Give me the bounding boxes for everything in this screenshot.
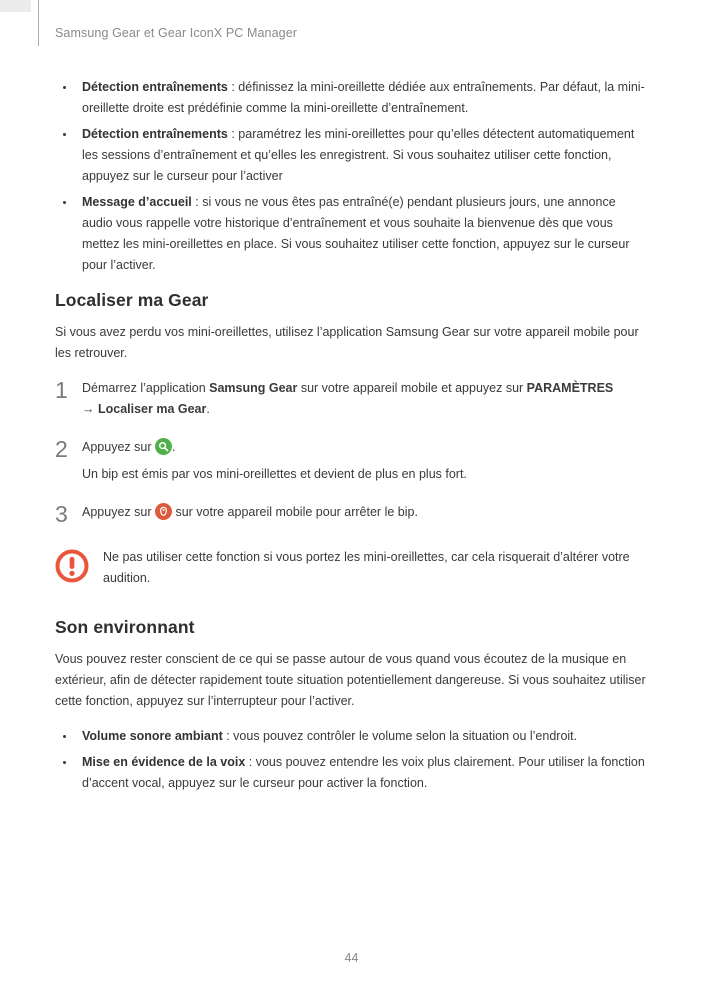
step-number: 1 xyxy=(55,377,68,403)
section-heading-locate-gear: Localiser ma Gear xyxy=(55,290,209,310)
bullet-rest: : vous pouvez contrôler le volume selon la situation ou l’endroit. xyxy=(222,729,578,743)
step3-end: sur votre appareil mobile pour arrêter le bip. xyxy=(171,505,418,519)
page-content xyxy=(55,77,649,799)
step-3 xyxy=(55,502,649,526)
bullet-text xyxy=(82,752,649,794)
warning-note xyxy=(55,547,649,590)
step-number: 3 xyxy=(55,501,68,527)
bullet-rest: : paramétrez les mini-oreillettes pour qu’elles détectent automatiquement les sessions d’entraînement et qu’elles les enregistrent. Si vous souhaitez utiliser cette fonction, appuyez sur le curseur pour l’activer xyxy=(82,127,635,183)
bullet-text xyxy=(82,124,649,187)
header-rule xyxy=(38,0,39,46)
bullet-dot-icon xyxy=(55,726,82,747)
step2-end: . xyxy=(171,440,176,454)
bullet-dot-icon xyxy=(55,192,82,276)
bullet-term: Message d’accueil xyxy=(82,195,192,209)
step3-pre: Appuyez sur xyxy=(82,505,155,519)
bullet-rest: : définissez la mini-oreillette dédiée aux entraînements. Par défaut, la mini-oreillette droite est prédéfinie comme la mini-oreillette d’entraînement. xyxy=(82,80,645,115)
bullet-text xyxy=(82,192,649,276)
section-heading-ambient-sound: Son environnant xyxy=(55,617,195,637)
bullet-term: Mise en évidence de la voix xyxy=(82,755,246,769)
earbud-stop-icon xyxy=(155,503,172,520)
arrow-glyph: → xyxy=(82,402,98,416)
step1-menu: PARAMÈTRES xyxy=(526,381,614,395)
list-item xyxy=(55,192,649,276)
step-text xyxy=(82,502,649,526)
bullet-term: Détection entraînements xyxy=(82,127,228,141)
corner-artifact xyxy=(0,0,31,12)
bullet-text xyxy=(82,77,649,119)
page-number: 44 xyxy=(344,951,359,965)
bullet-dot-icon xyxy=(55,77,82,119)
search-icon xyxy=(155,438,172,455)
warning-exclamation-icon xyxy=(55,547,103,590)
warning-text: Ne pas utiliser cette fonction si vous portez les mini-oreillettes, car cela risquerait d’altérer votre audition. xyxy=(103,550,630,585)
bullet-text xyxy=(82,726,577,747)
step1-submenu: Localiser ma Gear xyxy=(97,402,207,416)
bullet-term: Volume sonore ambiant xyxy=(82,729,223,743)
bullet-dot-icon xyxy=(55,752,82,794)
step-1 xyxy=(55,378,649,420)
locate-gear-intro: Si vous avez perdu vos mini-oreillettes, utilisez l’application Samsung Gear sur votre appareil mobile pour les retrouver. xyxy=(55,325,639,360)
bullet-term: Détection entraînements xyxy=(82,80,228,94)
list-item xyxy=(55,124,649,187)
bullet-rest: : vous pouvez entendre les voix plus clairement. Pour utiliser la fonction d’accent vocal, appuyez sur le curseur pour activer la fonction. xyxy=(82,755,645,790)
bullet-dot-icon xyxy=(55,124,82,187)
bullet-rest: : si vous ne vous êtes pas entraîné(e) pendant plusieurs jours, une annonce audio vous rappelle votre historique d’entraînement et vous souhaite la bienvenue dès que vous mettez les mini-oreillettes en place. Si vous souhaitez utiliser cette fonction, appuyez sur le curseur pour l’activer. xyxy=(82,195,630,272)
step2-note: Un bip est émis par vos mini-oreillettes et devient de plus en plus fort. xyxy=(82,467,467,481)
step-text xyxy=(82,378,649,420)
step1-end: . xyxy=(206,402,210,416)
step-2 xyxy=(55,437,649,485)
ambient-sound-intro: Vous pouvez rester conscient de ce qui se passe autour de vous quand vous écoutez de la musique en extérieur, afin de détecter rapidement toute situation potentiellement dangereuse. Si vous souhaitez utiliser cette fonction, appuyez sur l’interrupteur pour l’activer. xyxy=(55,652,646,708)
step2-pre: Appuyez sur xyxy=(82,440,155,454)
list-item xyxy=(55,752,649,794)
step1-mid: sur votre appareil mobile et appuyez sur xyxy=(297,381,527,395)
step-number: 2 xyxy=(55,436,68,462)
list-item xyxy=(55,726,649,747)
step1-app-name: Samsung Gear xyxy=(209,381,298,395)
chapter-header: Samsung Gear et Gear IconX PC Manager xyxy=(55,26,298,40)
step1-pre: Démarrez l’application xyxy=(82,381,210,395)
step-text xyxy=(82,437,649,485)
list-item xyxy=(55,77,649,119)
